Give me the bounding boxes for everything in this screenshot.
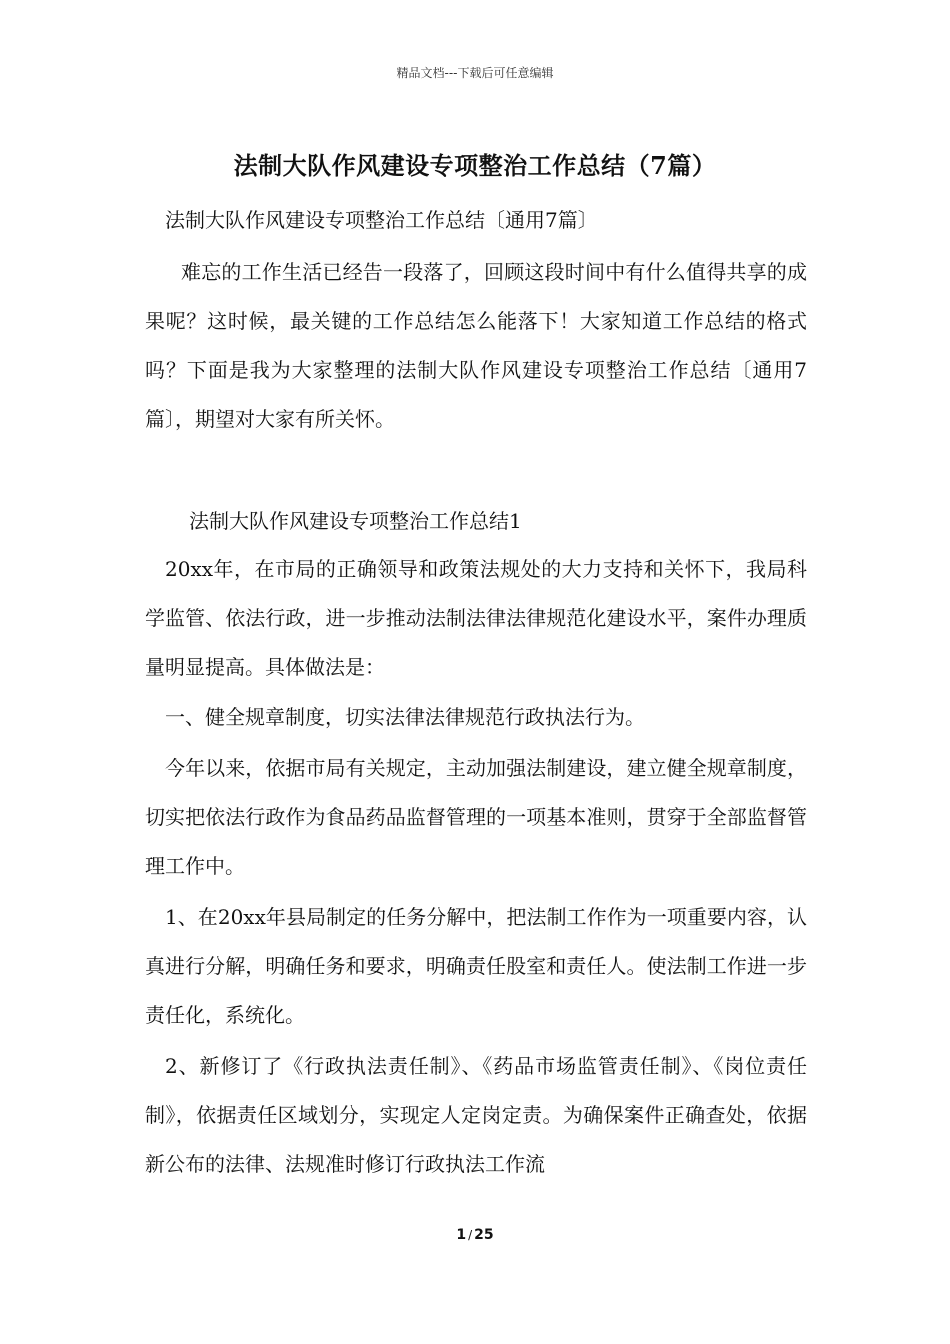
body-paragraph: 20xx年，在市局的正确领导和政策法规处的大力支持和关怀下，我局科学监管、依法行政，进一步推动法制法律法律规范化建设水平，案件办理质量明显提高。具体做法是： [145, 557, 807, 679]
section-heading: 法制大队作风建设专项整治工作总结1 [189, 509, 522, 533]
intro-paragraph: 难忘的工作生活已经告一段落了，回顾这段时间中有什么值得共享的成果呢？这时候，最关键的工作总结怎么能落下！大家知道工作总结的格式吗？下面是我为大家整理的法制大队作风建设专项整治工作总结〔通用7篇〕，期望对大家有所关怀。 [145, 260, 807, 431]
body-paragraph: 2、新修订了《行政执法责任制》、《药品市场监管责任制》、《岗位责任制》，依据责任区域划分，实现定人定岗定责。为确保案件正确查处，依据新公布的法律、法规准时修订行政执法工作流 [145, 1054, 807, 1176]
body-paragraph: 今年以来，依据市局有关规定，主动加强法制建设，建立健全规章制度，切实把依法行政作为食品药品监督管理的一项基本准则，贯穿于全部监督管理工作中。 [145, 756, 807, 878]
subtitle-paragraph: 法制大队作风建设专项整治工作总结〔通用7篇〕 [165, 208, 598, 232]
page-separator: / [468, 1228, 473, 1242]
page-current: 1 [456, 1227, 467, 1243]
document-title: 法制大队作风建设专项整治工作总结（7篇） [233, 151, 717, 180]
page-number [0, 1227, 950, 1243]
page-total: 25 [474, 1227, 494, 1243]
page-header: 精品文档---下载后可任意编辑 [396, 66, 554, 80]
body-paragraph: 1、在20xx年县局制定的任务分解中，把法制工作作为一项重要内容，认真进行分解，明确任务和要求，明确责任股室和责任人。使法制工作进一步责任化，系统化。 [145, 905, 807, 1027]
body-paragraph: 一、健全规章制度，切实法律法律规范行政执法行为。 [165, 705, 645, 729]
